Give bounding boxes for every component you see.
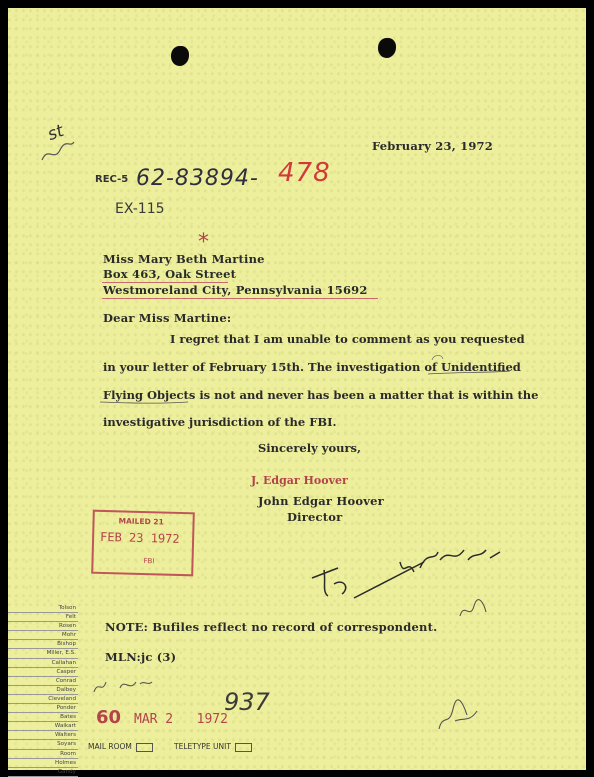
received-stamp-date: MAR 2 1972	[134, 712, 228, 727]
mail-room-checkbox	[136, 743, 153, 752]
letter-date: February 23, 1972	[372, 139, 493, 153]
body-line: investigative jurisdiction of the FBI.	[103, 415, 337, 429]
signer-title: Director	[287, 510, 343, 524]
rec-label: REC-5	[95, 174, 129, 185]
file-number: 62-83894-	[136, 166, 259, 191]
red-underline	[102, 298, 378, 299]
teletype-unit-label: TELETYPE UNIT	[174, 742, 231, 751]
routing-item: Waikart	[8, 722, 78, 731]
mail-room-label: MAIL ROOM	[88, 742, 132, 751]
routing-item: Walters	[8, 731, 78, 740]
note: NOTE: Bufiles reflect no record of correspondent.	[105, 620, 438, 634]
routing-item: Soyars	[8, 740, 78, 749]
body-line: Flying Objects is not and never has been a matter that is within the	[103, 388, 539, 402]
handwritten-serial-note: 937	[224, 688, 270, 716]
handwritten-note-top-left: st	[45, 120, 67, 146]
typist-initials: MLN:jc (3)	[105, 650, 177, 664]
routing-item: Dalbey	[8, 686, 78, 695]
signature-stamp: J. Edgar Hoover	[251, 474, 348, 487]
body-line: I regret that I am unable to comment as you requested	[170, 332, 525, 346]
teletype-unit-checkbox	[235, 743, 252, 752]
handwritten-mark-bottom-right	[433, 693, 483, 738]
document-page	[8, 8, 586, 775]
mailed-footer: FBI	[143, 557, 155, 566]
signer-name: John Edgar Hoover	[258, 494, 384, 508]
ex-label: EX-115	[115, 201, 165, 217]
salutation: Dear Miss Martine:	[103, 311, 232, 325]
received-stamp-prefix: 60	[96, 707, 122, 728]
punch-hole-right	[378, 38, 396, 58]
handwritten-mark	[456, 596, 490, 624]
routing-item: Room	[8, 750, 78, 759]
mailed-stamp	[91, 510, 195, 577]
routing-item: Tolson	[8, 604, 78, 613]
routing-item: Bates	[8, 713, 78, 722]
recipient-city-line: Westmoreland City, Pennsylvania 15692	[103, 283, 368, 297]
recipient-address-line: Box 463, Oak Street	[103, 267, 237, 281]
mail-room-box	[88, 742, 153, 752]
routing-list	[8, 604, 78, 777]
handwritten-initials-bottom	[90, 670, 160, 700]
closing: Sincerely yours,	[258, 441, 362, 455]
punch-hole-left	[171, 46, 189, 66]
routing-item: Felt	[8, 613, 78, 622]
routing-item: Ponder	[8, 704, 78, 713]
handwritten-scribble	[38, 136, 78, 166]
routing-item: Holmes	[8, 759, 78, 768]
teletype-unit-box	[174, 742, 252, 752]
body-line: in your letter of February 15th. The investigation of Unidentified	[103, 360, 521, 374]
file-serial: 478	[278, 158, 331, 188]
routing-item: Miller, E.S.	[8, 649, 78, 658]
routing-item: Rosen	[8, 622, 78, 631]
red-asterisk-mark: *	[198, 230, 209, 255]
mailed-date: FEB 23 1972	[99, 529, 180, 546]
mailed-label: MAILED 21	[118, 516, 164, 527]
routing-item: Mohr	[8, 631, 78, 640]
routing-item: Callahan	[8, 659, 78, 668]
routing-item: Conrad	[8, 677, 78, 686]
routing-item: Casper	[8, 668, 78, 677]
routing-item: Bishop	[8, 640, 78, 649]
routing-item: Cleveland	[8, 695, 78, 704]
recipient-name: Miss Mary Beth Martine	[103, 252, 265, 266]
handwritten-underlines	[98, 346, 518, 406]
routing-item: Gandy	[8, 768, 78, 777]
